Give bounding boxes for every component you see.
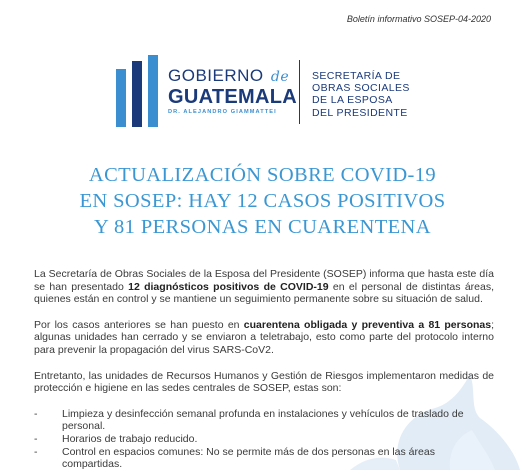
secretaria-line: SECRETARÍA DE <box>312 70 401 82</box>
headline-line: EN SOSEP: HAY 12 CASOS POSITIVOS <box>79 190 446 212</box>
secretaria-name <box>312 70 410 119</box>
logo-president-name: DR. ALEJANDRO GIAMMATTEI <box>168 109 277 115</box>
logo-divider <box>299 60 300 124</box>
paragraph-text: en el personal de distintas áreas, quienes están en control y se mantiene un seguimiento permanente sobre su situación de salud. <box>34 280 495 306</box>
secretaria-line: OBRAS SOCIALES <box>312 82 410 95</box>
list-item-text: Control en espacios comunes: No se permite más de dos personas en las áreas compartidas. <box>62 445 435 471</box>
list-item <box>34 446 494 471</box>
list-item-text: Horarios de trabajo reducido. <box>62 432 198 445</box>
paragraph-measures-intro: Entretanto, las unidades de Recursos Humanos y Gestión de Riesgos implementaron medidas de protección e higiene en las sedes centrales de SOSEP, estas son: <box>34 369 494 395</box>
paragraph-positive-cases <box>34 268 494 306</box>
dash-bullet: - <box>34 445 38 458</box>
article-body <box>34 268 494 471</box>
logo-wordmark <box>168 67 297 116</box>
dash-bullet: - <box>34 432 38 445</box>
measures-list <box>34 408 494 471</box>
government-emblem-icon <box>116 55 160 127</box>
paragraph-text: ; algunas unidades han cerrado y se enviaron a teletrabajo, esto como parte del protocolo interno para prevenir la propagación del virus SARS-CoV2. <box>34 318 494 356</box>
headline-line: Y 81 PERSONAS EN CUARENTENA <box>94 216 431 238</box>
list-item-text: Limpieza y desinfección semanal profunda en instalaciones y vehículos de traslado de personal. <box>62 407 464 433</box>
dash-bullet: - <box>34 407 38 420</box>
logo-de: de <box>270 69 290 85</box>
secretaria-line: DEL PRESIDENTE <box>312 106 408 119</box>
secretaria-line: DE LA ESPOSA <box>312 94 393 107</box>
paragraph-highlight: 12 diagnósticos positivos de COVID-19 <box>128 280 329 293</box>
headline <box>20 162 505 240</box>
paragraph-quarantine <box>34 319 494 357</box>
headline-line: ACTUALIZACIÓN SOBRE COVID-19 <box>88 164 437 186</box>
paragraph-text: Por los casos anteriores se han puesto en <box>34 318 244 331</box>
paragraph-text: La Secretaría de Obras Sociales de la Esposa del Presidente (SOSEP) informa que hasta este día se han presentado <box>34 268 494 293</box>
logo-guatemala: GUATEMALA <box>168 86 297 108</box>
bulletin-reference: Boletín informativo SOSEP-04-2020 <box>346 14 491 24</box>
government-logo <box>116 55 416 130</box>
list-item <box>34 408 494 433</box>
list-item <box>34 433 494 446</box>
paragraph-highlight: cuarentena obligada y preventiva a 81 personas <box>243 318 492 331</box>
logo-gobierno: GOBIERNO <box>168 66 264 85</box>
